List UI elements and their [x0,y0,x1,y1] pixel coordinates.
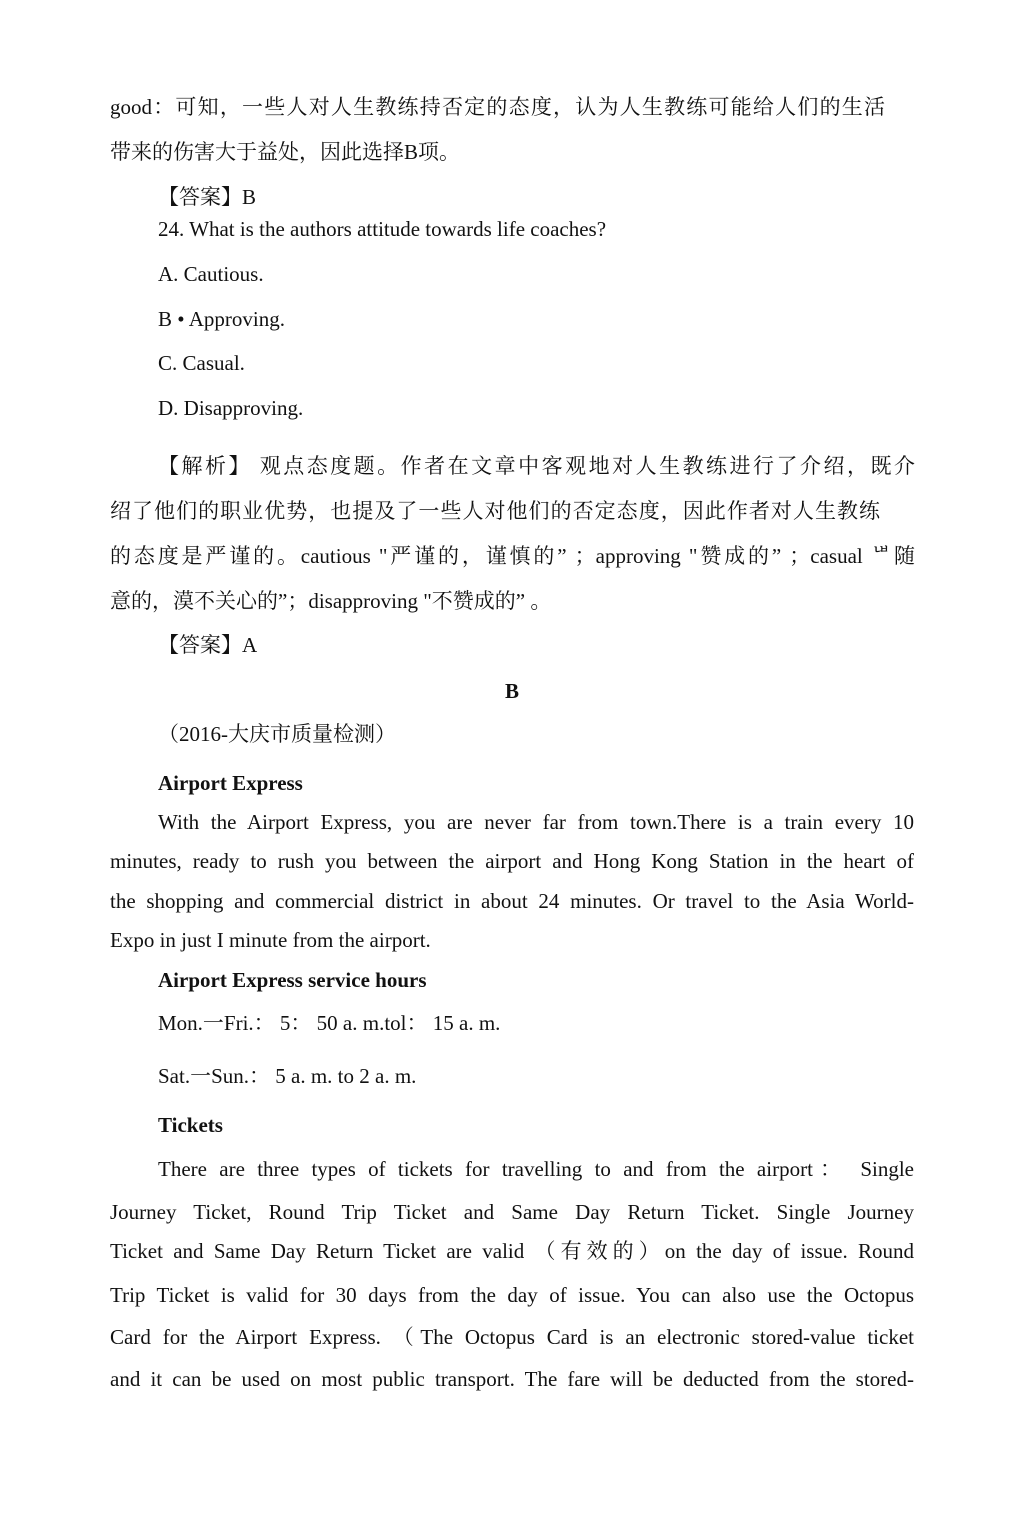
tickets-line-3: Ticket and Same Day Return Ticket are valid （有效的）on the day of issue. Round [110,1239,914,1263]
q24-option-a: A. Cautious. [158,262,264,286]
q24-option-d: D. Disapproving. [158,396,304,420]
passage-title: Airport Express [158,771,303,795]
q23-answer: 【答案】B [158,185,257,209]
tickets-line-5: Card for the Airport Express. （The Octopus Card is an electronic stored-value ticket [110,1325,914,1349]
q24-explanation-line-1: 【解析】 观点态度题。作者在文章中客观地对人生教练进行了介绍，既介 [158,454,915,478]
intro-line-3: the shopping and commercial district in about 24 minutes. Or travel to the Asia World- [110,889,914,913]
service-hours-title: Airport Express service hours [158,968,427,992]
q24-question: 24. What is the authors attitude towards life coaches? [158,217,607,241]
intro-line-2: minutes, ready to rush you between the airport and Hong Kong Station in the heart of [110,849,914,873]
intro-line-1: With the Airport Express, you are never far from town.There is a train every 10 [158,810,914,834]
q24-answer: 【答案】A [158,633,258,657]
tickets-title: Tickets [158,1113,223,1137]
source-note: （2016-大庆市质量检测） [158,722,396,746]
q24-explanation-line-3: 的态度是严谨的。cautious "严谨的，谨慎的” ；approving "赞成的” ；casual ᄖ随 [110,544,915,568]
tickets-line-6: and it can be used on most public transport. The fare will be deducted from the stored- [110,1367,914,1391]
q24-explanation-line-2: 绍了他们的职业优势，也提及了一些人对他们的否定态度，因此作者对人生教练 [110,499,880,523]
section-heading: B [504,679,519,703]
tickets-line-1: There are three types of tickets for travelling to and from the airport： Single [158,1157,914,1181]
hours-weekend: Sat.一Sun.： 5 a. m. to 2 a. m. [158,1064,417,1088]
hours-weekday: Mon.一Fri.： 5： 50 a. m.tol： 15 a. m. [158,1011,501,1035]
q24-explanation-line-4: 意的，漠不关心的”；disapproving "不赞成的” 。 [110,589,552,613]
intro-line-4: Expo in just I minute from the airport. [110,928,431,952]
q24-option-c: C. Casual. [158,351,245,375]
q23-explanation-line-2: 带来的伤害大于益处，因此选择B项。 [110,140,461,164]
q24-option-b: B • Approving. [158,307,285,331]
q23-explanation-line-1: good：可知，一些人对人生教练持否定的态度，认为人生教练可能给人们的生活 [110,95,885,119]
tickets-line-4: Trip Ticket is valid for 30 days from the day of issue. You can also use the Octopus [110,1283,914,1307]
tickets-line-2: Journey Ticket, Round Trip Ticket and Same Day Return Ticket. Single Journey [110,1200,914,1224]
